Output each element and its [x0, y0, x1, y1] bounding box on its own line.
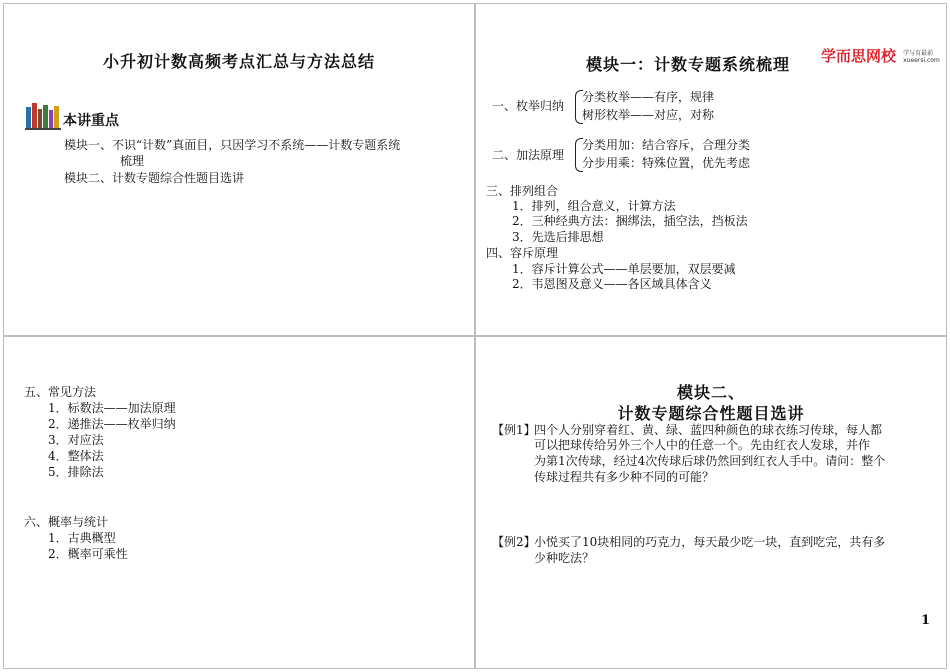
section-2-line-1: 分类用加：结合容斥，合理分类 — [582, 138, 751, 152]
logo-sub-top: 学与育最前 — [903, 49, 934, 57]
section-1-line-2: 树形枚举——对应，对称 — [582, 108, 715, 122]
example-2-line-1: 小悦买了10块相同的巧克力，每天最少吃一块，直到吃完，共有多 — [534, 535, 886, 549]
section-4-heading: 四、容斥原理 — [486, 246, 559, 260]
section-5-line-2: 2．递推法——枚举归纳 — [48, 417, 176, 431]
example-1-line-1: 四个人分别穿着红、黄、绿、蓝四种颜色的球衣练习传球，每人都 — [534, 423, 883, 437]
section-6-line-2: 2．概率可乘性 — [48, 547, 128, 561]
section-3-line-3: 3．先选后排思想 — [512, 230, 604, 244]
example-1-line-3: 为第1次传球，经过4次传球后球仍然回到红衣人手中。请问：整个 — [534, 454, 886, 468]
section-3-line-1: 1．排列，组合意义，计算方法 — [512, 199, 676, 213]
page-number: 1 — [921, 613, 931, 628]
section-2-line-2: 分步用乘：特殊位置，优先考虑 — [582, 156, 751, 170]
section-5-heading: 五、常见方法 — [24, 385, 97, 399]
slide-3 — [3, 336, 475, 669]
logo-main: 学而思网校 — [821, 47, 897, 65]
slide-4-title-line-2: 计数专题综合性题目选讲 — [617, 404, 805, 423]
section-3-heading: 三、排列组合 — [486, 184, 559, 198]
item-module-1: 模块一、不识“计数”真面目，只因学习不系统——计数专题系统 — [64, 138, 401, 152]
item-module-1-cont: 梳理 — [120, 154, 145, 168]
brand-logo — [821, 45, 940, 66]
section-5-line-3: 3．对应法 — [48, 433, 104, 447]
example-2-line-2: 少种吃法？ — [534, 551, 595, 565]
example-1-line-2: 可以把球传给另外三个人中的任意一个。先由红衣人发球，并作 — [534, 438, 871, 452]
section-1-line-1: 分类枚举——有序，规律 — [582, 90, 715, 104]
section-4-line-1: 1．容斥计算公式——单层要加，双层要减 — [512, 262, 736, 276]
section-5-line-5: 5．排除法 — [48, 465, 104, 479]
slide-4 — [475, 336, 947, 669]
section-4-line-2: 2．韦恩图及意义——各区域具体含义 — [512, 277, 712, 291]
example-1-label: 【例1】 — [492, 423, 536, 437]
logo-sub-bottom: xueersi.com — [903, 56, 940, 64]
slide-1 — [3, 3, 475, 336]
section-6-line-1: 1．古典概型 — [48, 531, 116, 545]
section-2-label: 二、加法原理 — [492, 148, 565, 162]
example-2-label: 【例2】 — [492, 535, 536, 549]
section-1-label: 一、枚举归纳 — [492, 99, 565, 113]
key-points-heading: 本讲重点 — [63, 113, 119, 129]
section-6-heading: 六、概率与统计 — [24, 515, 109, 529]
item-module-2: 模块二、计数专题综合性题目选讲 — [64, 171, 245, 185]
example-1-line-4: 传球过程共有多少种不同的可能？ — [534, 470, 715, 484]
section-3-line-2: 2．三种经典方法：捆绑法，插空法，挡板法 — [512, 214, 748, 228]
books-icon — [25, 101, 61, 131]
slide-2 — [475, 3, 947, 336]
section-5-line-1: 1．标数法——加法原理 — [48, 401, 176, 415]
section-5-line-4: 4．整体法 — [48, 449, 104, 463]
slide-1-title: 小升初计数高频考点汇总与方法总结 — [102, 52, 375, 71]
slide-4-title-line-1: 模块二、 — [676, 383, 745, 402]
slide-2-title: 模块一：计数专题系统梳理 — [586, 55, 791, 74]
